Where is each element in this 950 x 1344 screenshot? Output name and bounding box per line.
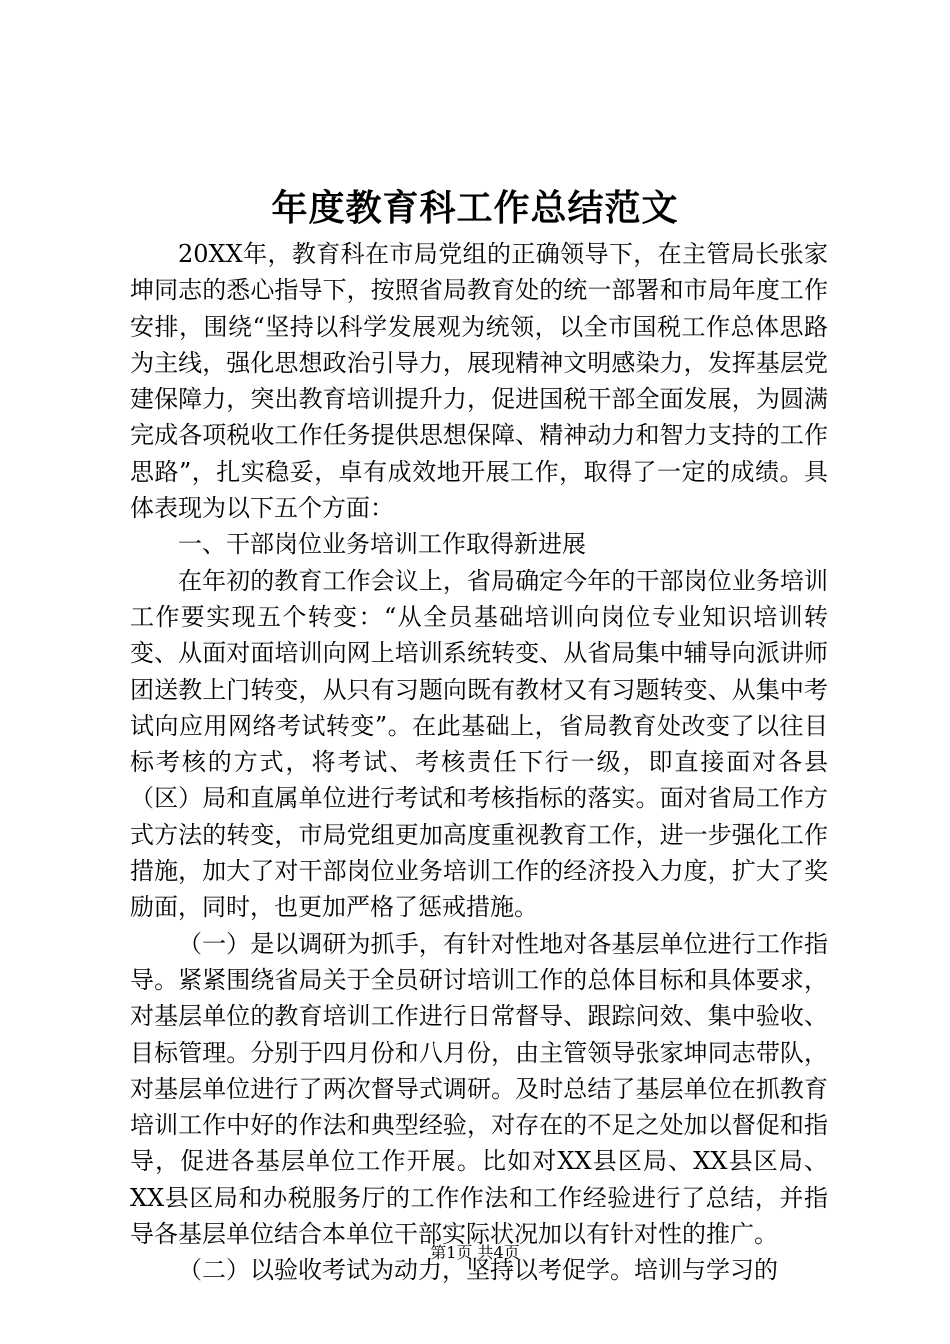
paragraph-intro: 20XX年，教育科在市局党组的正确领导下，在主管局长张家坤同志的悉心指导下，按照省局教育处的统一部署和市局年度工作安排，围绕“坚持以科学发展观为统领，以全市国税工作总体思路为主线，强化思想政治引导力，展现精神文明感染力，发挥基层党建保障力，突出教育培训提升力，促进国税干部全面发展，为圆满完成各项税收工作任务提供思想保障、精神动力和智力支持的工作思路”，扎实稳妥，卓有成效地开展工作，取得了一定的成绩。具体表现为以下五个方面： [130, 240, 828, 523]
paragraph-subsection-2: （二）以验收考试为动力，坚持以考促学。培训与学习的 [178, 1256, 778, 1285]
document-title: 年度教育科工作总结范文 [271, 187, 679, 229]
page-footer: 第1页 共4页 [430, 1243, 520, 1262]
paragraph-section-1: 在年初的教育工作会议上，省局确定今年的干部岗位业务培训工作要实现五个转变：“从全员基础培训向岗位专业知识培训转变、从面对面培训向网上培训系统转变、从省局集中辅导向派讲师团送教上门转变，从只有习题向既有教材又有习题转变、从集中考试向应用网络考试转变”。在此基础上，省局教育处改变了以往目标考核的方式，将考试、考核责任下行一级，即直接面对各县（区）局和直属单位进行考试和考核指标的落实。面对省局工作方式方法的转变，市局党组更加高度重视教育工作，进一步强化工作措施，加大了对干部岗位业务培训工作的经济投入力度，扩大了奖励面，同时，也更加严格了惩戒措施。 [130, 566, 828, 922]
document-body [130, 236, 828, 1289]
section-heading-1: 一、干部岗位业务培训工作取得新进展 [178, 530, 586, 559]
paragraph-subsection-1: （一）是以调研为抓手，有针对性地对各基层单位进行工作指导。紧紧围绕省局关于全员研讨培训工作的总体目标和具体要求，对基层单位的教育培训工作进行日常督导、跟踪问效、集中验收、目标管理。分别于四月份和八月份，由主管领导张家坤同志带队，对基层单位进行了两次督导式调研。及时总结了基层单位在抓教育培训工作中好的作法和典型经验，对存在的不足之处加以督促和指导，促进各基层单位工作开展。比如对XX县区局、XX县区局、XX县区局和办税服务厅的工作作法和工作经验进行了总结，并指导各基层单位结合本单位干部实际状况加以有针对性的推广。 [130, 929, 828, 1249]
